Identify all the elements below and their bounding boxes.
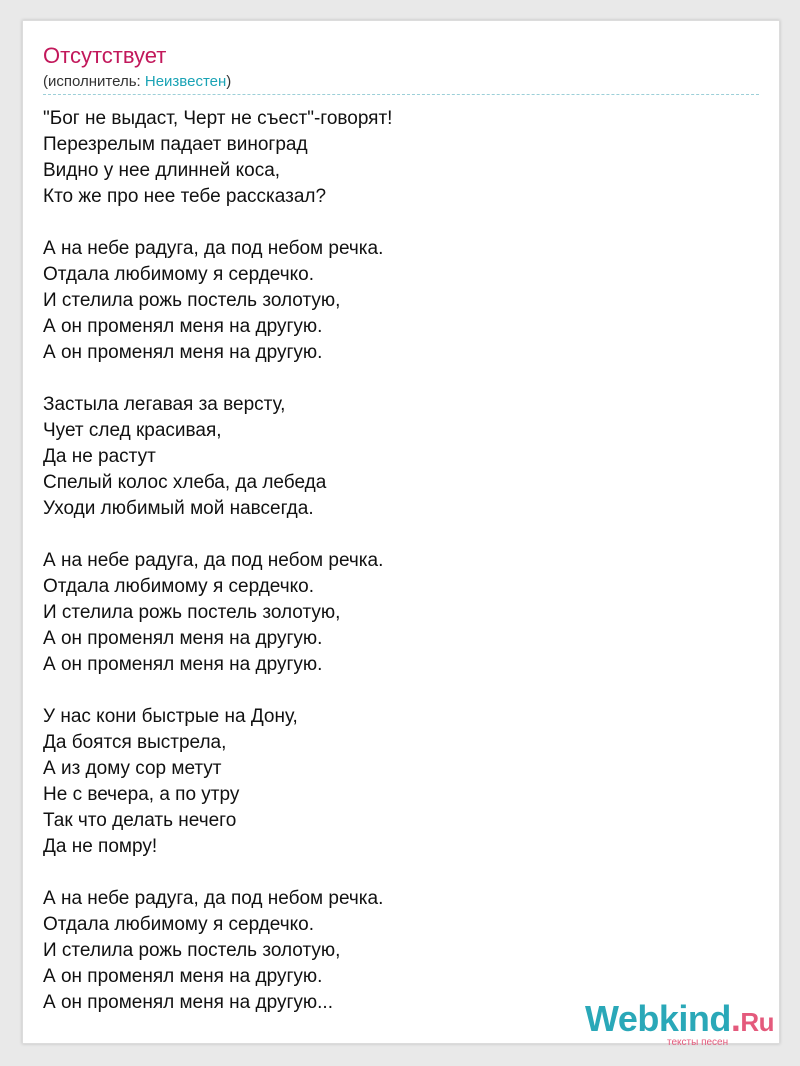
artist-link[interactable]: Неизвестен: [144, 73, 227, 90]
logo-tagline: тексты песен: [667, 1037, 729, 1048]
lyric-line: Чует след красивая,: [43, 420, 222, 441]
song-title: Отсутствует: [43, 43, 167, 68]
lyric-line: А на небе радуга, да под небом речка.: [43, 238, 384, 259]
lyric-line: И стелила рожь постель золотую,: [43, 290, 341, 311]
lyric-line: "Бог не выдаст, Черт не съест"-говорят!: [43, 108, 393, 129]
artist-prefix: (исполнитель:: [43, 73, 145, 90]
lyric-line: Перезрелым падает виноград: [43, 134, 308, 155]
lyric-line: А он променял меня на другую.: [43, 628, 323, 649]
site-logo[interactable]: [585, 999, 777, 1047]
logo-dot: .: [730, 998, 741, 1039]
lyric-line: Не с вечера, а по утру: [43, 784, 240, 805]
lyric-line: Застыла легавая за версту,: [43, 394, 286, 415]
lyric-line: Да не помру!: [43, 836, 158, 857]
lyric-line: И стелила рожь постель золотую,: [43, 602, 341, 623]
lyric-line: А на небе радуга, да под небом речка.: [43, 888, 384, 909]
lyrics-stanza: [43, 704, 759, 860]
lyric-line: А на небе радуга, да под небом речка.: [43, 550, 384, 571]
logo-wordmark: [585, 999, 774, 1042]
lyrics-stanza: [43, 106, 759, 210]
lyric-line: А он променял меня на другую...: [43, 992, 333, 1013]
lyric-line: Спелый колос хлеба, да лебеда: [43, 472, 327, 493]
lyric-line: А он променял меня на другую.: [43, 654, 323, 675]
lyric-line: Видно у нее длинней коса,: [43, 160, 281, 181]
lyric-line: Уходи любимый мой навсегда.: [43, 498, 314, 519]
lyrics-body: [43, 106, 759, 1016]
logo-name: Webkind: [585, 998, 731, 1039]
lyric-line: Отдала любимому я сердечко.: [43, 576, 315, 597]
lyric-line: У нас кони быстрые на Дону,: [43, 706, 298, 727]
lyrics-stanza: [43, 548, 759, 678]
lyrics-stanza: [43, 236, 759, 366]
artist-suffix: ): [226, 73, 232, 90]
lyric-line: А он променял меня на другую.: [43, 316, 323, 337]
lyric-line: А из дому сор метут: [43, 758, 222, 779]
lyric-line: Отдала любимому я сердечко.: [43, 914, 315, 935]
lyric-line: Да боятся выстрела,: [43, 732, 227, 753]
lyric-line: Так что делать нечего: [43, 810, 237, 831]
lyric-line: И стелила рожь постель золотую,: [43, 940, 341, 961]
lyric-line: А он променял меня на другую.: [43, 966, 323, 987]
logo-tld: Ru: [740, 1007, 775, 1037]
lyrics-stanza: [43, 886, 759, 1016]
lyric-line: Да не растут: [43, 446, 156, 467]
lyric-line: Отдала любимому я сердечко.: [43, 264, 315, 285]
lyrics-sheet: [22, 20, 780, 1048]
lyrics-stanza: [43, 392, 759, 522]
lyric-line: Кто же про нее тебе рассказал?: [43, 186, 327, 207]
artist-line: [43, 73, 231, 91]
title-divider: [43, 94, 759, 95]
lyric-line: А он променял меня на другую.: [43, 342, 323, 363]
